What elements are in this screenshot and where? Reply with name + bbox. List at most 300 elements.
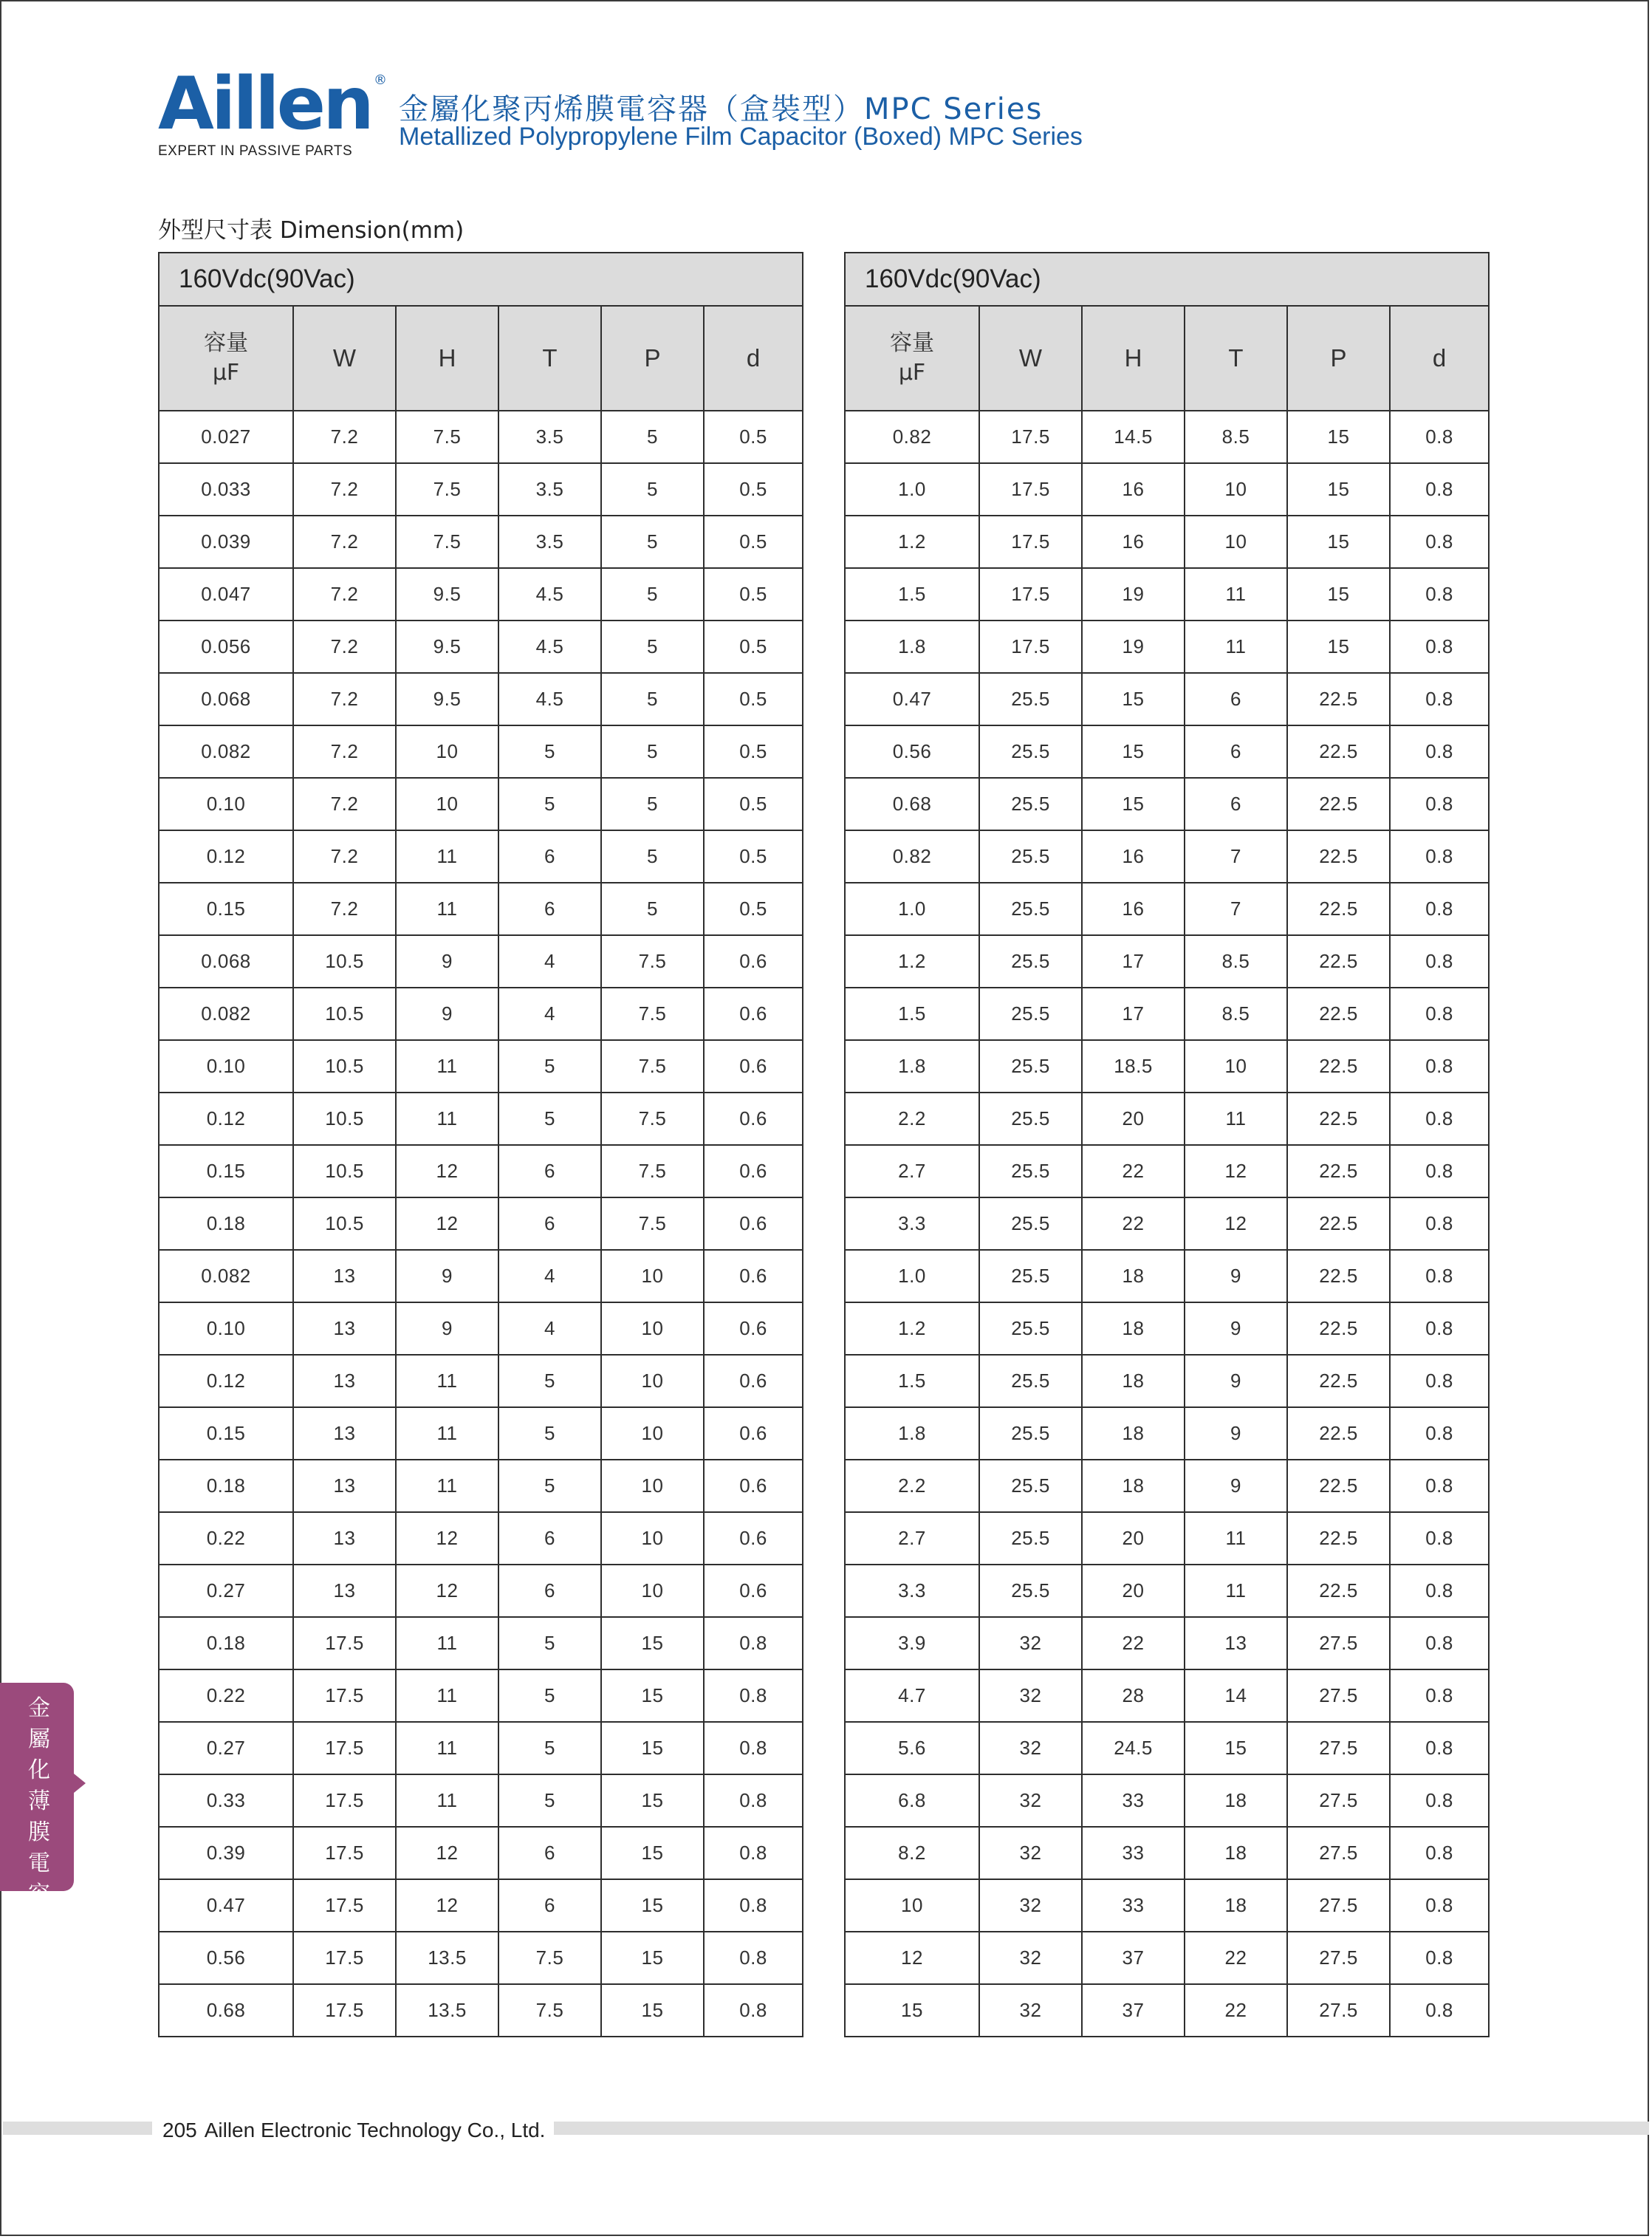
cell-p: 10	[601, 1407, 704, 1460]
cell-h: 9	[396, 1302, 498, 1355]
cell-h: 12	[396, 1879, 498, 1932]
table-row	[845, 1722, 1489, 1774]
cell-w: 10.5	[293, 1197, 396, 1250]
cell-w: 25.5	[979, 673, 1082, 725]
cell-d: 0.8	[1390, 988, 1489, 1040]
cell-w: 10.5	[293, 988, 396, 1040]
cell-t: 18	[1185, 1827, 1287, 1879]
cell-h: 11	[396, 1355, 498, 1407]
cell-t: 12	[1185, 1197, 1287, 1250]
cell-capacitance: 1.5	[845, 1355, 979, 1407]
table-row	[159, 830, 803, 883]
cell-w: 13	[293, 1407, 396, 1460]
cell-h: 18	[1082, 1407, 1185, 1460]
cell-h: 10	[396, 725, 498, 778]
cell-d: 0.6	[704, 1197, 803, 1250]
cell-capacitance: 0.082	[159, 725, 293, 778]
cell-h: 14.5	[1082, 411, 1185, 463]
cell-t: 6	[498, 1827, 601, 1879]
cell-p: 22.5	[1287, 1093, 1390, 1145]
cell-p: 5	[601, 411, 704, 463]
cell-capacitance: 0.056	[159, 621, 293, 673]
cell-d: 0.8	[1390, 935, 1489, 988]
table-row	[159, 1565, 803, 1617]
table-row	[159, 1774, 803, 1827]
voltage-rating-header: 160Vdc(90Vac)	[845, 253, 1489, 306]
cell-p: 27.5	[1287, 1984, 1390, 2037]
cell-p: 5	[601, 778, 704, 830]
cell-h: 11	[396, 1669, 498, 1722]
cell-h: 16	[1082, 830, 1185, 883]
cell-h: 12	[396, 1197, 498, 1250]
cell-w: 17.5	[293, 1879, 396, 1932]
cell-d: 0.8	[1390, 1145, 1489, 1197]
cell-h: 9.5	[396, 568, 498, 621]
cell-capacitance: 1.8	[845, 1040, 979, 1093]
cell-p: 10	[601, 1302, 704, 1355]
cell-h: 7.5	[396, 411, 498, 463]
cell-p: 15	[1287, 411, 1390, 463]
column-header-h: H	[1082, 306, 1185, 411]
cell-p: 22.5	[1287, 988, 1390, 1040]
cell-w: 17.5	[293, 1669, 396, 1722]
column-header-d: d	[1390, 306, 1489, 411]
cell-t: 5	[498, 1669, 601, 1722]
cell-capacitance: 0.068	[159, 935, 293, 988]
cell-h: 12	[396, 1827, 498, 1879]
cell-p: 5	[601, 568, 704, 621]
cell-h: 33	[1082, 1827, 1185, 1879]
cell-p: 27.5	[1287, 1932, 1390, 1984]
cell-d: 0.8	[1390, 883, 1489, 935]
cell-capacitance: 0.15	[159, 1407, 293, 1460]
cell-capacitance: 0.068	[159, 673, 293, 725]
cell-capacitance: 0.47	[159, 1879, 293, 1932]
cell-w: 13	[293, 1355, 396, 1407]
cell-t: 5	[498, 1355, 601, 1407]
cell-t: 9	[1185, 1250, 1287, 1302]
logo-tagline: EXPERT IN PASSIVE PARTS	[158, 143, 353, 159]
cell-h: 13.5	[396, 1984, 498, 2037]
cell-h: 37	[1082, 1984, 1185, 2037]
cell-h: 11	[396, 830, 498, 883]
cell-capacitance: 1.8	[845, 621, 979, 673]
cell-capacitance: 0.56	[159, 1932, 293, 1984]
cell-capacitance: 1.2	[845, 1302, 979, 1355]
cell-w: 32	[979, 1774, 1082, 1827]
cell-d: 0.8	[1390, 778, 1489, 830]
cell-h: 28	[1082, 1669, 1185, 1722]
company-name: Aillen Electronic Technology Co., Ltd.	[204, 2119, 546, 2141]
cell-d: 0.8	[1390, 1197, 1489, 1250]
cell-d: 0.8	[1390, 1407, 1489, 1460]
cell-d: 0.6	[704, 935, 803, 988]
cell-h: 18	[1082, 1460, 1185, 1512]
cell-p: 15	[601, 1932, 704, 1984]
cell-w: 25.5	[979, 1093, 1082, 1145]
cell-d: 0.6	[704, 1302, 803, 1355]
cell-h: 11	[396, 1040, 498, 1093]
cell-h: 9	[396, 935, 498, 988]
table-row	[159, 935, 803, 988]
cell-p: 27.5	[1287, 1669, 1390, 1722]
cell-t: 7.5	[498, 1984, 601, 2037]
cell-p: 22.5	[1287, 883, 1390, 935]
cell-t: 18	[1185, 1774, 1287, 1827]
table-row	[159, 1460, 803, 1512]
cell-w: 25.5	[979, 778, 1082, 830]
table-row	[845, 1512, 1489, 1565]
cell-w: 7.2	[293, 778, 396, 830]
cell-p: 22.5	[1287, 1197, 1390, 1250]
cell-w: 10.5	[293, 1145, 396, 1197]
cell-capacitance: 0.12	[159, 1093, 293, 1145]
cell-w: 17.5	[979, 568, 1082, 621]
cell-p: 27.5	[1287, 1774, 1390, 1827]
table-row	[159, 1827, 803, 1879]
cell-t: 8.5	[1185, 988, 1287, 1040]
cell-p: 22.5	[1287, 1145, 1390, 1197]
cell-h: 24.5	[1082, 1722, 1185, 1774]
capacitance-label: 容量	[204, 330, 248, 356]
cell-d: 0.8	[1390, 1512, 1489, 1565]
cell-capacitance: 0.10	[159, 778, 293, 830]
cell-t: 6	[1185, 725, 1287, 778]
cell-d: 0.6	[704, 1250, 803, 1302]
cell-w: 25.5	[979, 935, 1082, 988]
cell-d: 0.8	[704, 1669, 803, 1722]
column-header-capacitance	[159, 306, 293, 411]
cell-t: 11	[1185, 1093, 1287, 1145]
cell-t: 13	[1185, 1617, 1287, 1669]
cell-t: 4	[498, 935, 601, 988]
cell-d: 0.8	[1390, 1250, 1489, 1302]
cell-w: 25.5	[979, 1250, 1082, 1302]
table-row	[845, 673, 1489, 725]
cell-w: 17.5	[293, 1722, 396, 1774]
cell-p: 5	[601, 830, 704, 883]
cell-t: 5	[498, 1617, 601, 1669]
cell-w: 25.5	[979, 725, 1082, 778]
cell-capacitance: 0.27	[159, 1565, 293, 1617]
cell-capacitance: 0.18	[159, 1460, 293, 1512]
cell-t: 11	[1185, 568, 1287, 621]
cell-p: 22.5	[1287, 673, 1390, 725]
cell-p: 22.5	[1287, 935, 1390, 988]
cell-h: 12	[396, 1145, 498, 1197]
cell-d: 0.8	[1390, 830, 1489, 883]
table-row	[845, 935, 1489, 988]
cell-t: 6	[498, 1145, 601, 1197]
cell-t: 5	[498, 1722, 601, 1774]
cell-d: 0.8	[1390, 1355, 1489, 1407]
cell-h: 16	[1082, 516, 1185, 568]
cell-capacitance: 1.2	[845, 516, 979, 568]
cell-t: 6	[498, 1512, 601, 1565]
table-row	[159, 411, 803, 463]
cell-d: 0.5	[704, 778, 803, 830]
cell-h: 15	[1082, 725, 1185, 778]
cell-t: 10	[1185, 516, 1287, 568]
cell-w: 32	[979, 1827, 1082, 1879]
cell-w: 32	[979, 1669, 1082, 1722]
cell-t: 6	[1185, 778, 1287, 830]
cell-w: 25.5	[979, 1145, 1082, 1197]
cell-t: 10	[1185, 463, 1287, 516]
cell-d: 0.8	[1390, 1879, 1489, 1932]
registered-mark: ®	[374, 72, 387, 88]
cell-t: 9	[1185, 1302, 1287, 1355]
cell-p: 10	[601, 1355, 704, 1407]
cell-p: 22.5	[1287, 1250, 1390, 1302]
table-row	[845, 1879, 1489, 1932]
capacitance-unit: μF	[898, 360, 926, 386]
cell-d: 0.8	[1390, 463, 1489, 516]
cell-capacitance: 0.10	[159, 1302, 293, 1355]
cell-d: 0.8	[1390, 1302, 1489, 1355]
cell-capacitance: 0.027	[159, 411, 293, 463]
cell-h: 12	[396, 1565, 498, 1617]
cell-capacitance: 0.27	[159, 1722, 293, 1774]
category-side-tab	[0, 1683, 74, 1907]
cell-d: 0.8	[704, 1984, 803, 2037]
cell-capacitance: 1.8	[845, 1407, 979, 1460]
cell-t: 5	[498, 1407, 601, 1460]
cell-p: 7.5	[601, 1040, 704, 1093]
cell-t: 5	[498, 1460, 601, 1512]
cell-capacitance: 2.7	[845, 1512, 979, 1565]
table-row	[159, 1355, 803, 1407]
cell-w: 7.2	[293, 725, 396, 778]
cell-p: 27.5	[1287, 1827, 1390, 1879]
cell-t: 9	[1185, 1407, 1287, 1460]
cell-w: 25.5	[979, 988, 1082, 1040]
cell-t: 5	[498, 1093, 601, 1145]
cell-w: 17.5	[979, 621, 1082, 673]
cell-p: 22.5	[1287, 1355, 1390, 1407]
cell-w: 10.5	[293, 1040, 396, 1093]
table-row	[845, 830, 1489, 883]
cell-w: 17.5	[979, 411, 1082, 463]
cell-d: 0.6	[704, 988, 803, 1040]
column-header-t: T	[498, 306, 601, 411]
table-row	[159, 1512, 803, 1565]
cell-capacitance: 12	[845, 1932, 979, 1984]
column-header-p: P	[601, 306, 704, 411]
cell-capacitance: 1.5	[845, 568, 979, 621]
table-row	[845, 1040, 1489, 1093]
cell-w: 25.5	[979, 1565, 1082, 1617]
table-row	[159, 1250, 803, 1302]
cell-h: 18	[1082, 1250, 1185, 1302]
cell-p: 5	[601, 621, 704, 673]
table-row	[159, 778, 803, 830]
cell-t: 15	[1185, 1722, 1287, 1774]
cell-h: 19	[1082, 568, 1185, 621]
cell-p: 22.5	[1287, 1302, 1390, 1355]
table-row	[845, 725, 1489, 778]
table-row	[845, 516, 1489, 568]
cell-p: 27.5	[1287, 1879, 1390, 1932]
cell-d: 0.6	[704, 1407, 803, 1460]
cell-p: 15	[601, 1774, 704, 1827]
cell-t: 22	[1185, 1984, 1287, 2037]
cell-w: 7.2	[293, 673, 396, 725]
cell-d: 0.8	[704, 1722, 803, 1774]
cell-t: 4.5	[498, 621, 601, 673]
cell-d: 0.8	[704, 1827, 803, 1879]
cell-d: 0.8	[1390, 1040, 1489, 1093]
cell-p: 5	[601, 463, 704, 516]
cell-d: 0.5	[704, 621, 803, 673]
table-row	[845, 621, 1489, 673]
cell-t: 10	[1185, 1040, 1287, 1093]
dimension-table-left	[158, 252, 803, 2037]
cell-d: 0.6	[704, 1565, 803, 1617]
table-row	[845, 1407, 1489, 1460]
cell-p: 15	[1287, 568, 1390, 621]
cell-h: 33	[1082, 1879, 1185, 1932]
cell-capacitance: 2.2	[845, 1460, 979, 1512]
cell-w: 32	[979, 1879, 1082, 1932]
cell-w: 32	[979, 1984, 1082, 2037]
cell-w: 25.5	[979, 1355, 1082, 1407]
cell-w: 32	[979, 1932, 1082, 1984]
cell-d: 0.8	[1390, 1932, 1489, 1984]
table-row	[845, 1984, 1489, 2037]
cell-w: 7.2	[293, 621, 396, 673]
cell-p: 27.5	[1287, 1617, 1390, 1669]
cell-p: 15	[601, 1722, 704, 1774]
cell-p: 5	[601, 883, 704, 935]
cell-p: 15	[601, 1879, 704, 1932]
cell-w: 25.5	[979, 1407, 1082, 1460]
table-row	[845, 778, 1489, 830]
cell-w: 17.5	[293, 1932, 396, 1984]
column-header-h: H	[396, 306, 498, 411]
dimension-table-right	[844, 252, 1490, 2037]
cell-p: 27.5	[1287, 1722, 1390, 1774]
page-title-chinese: 金屬化聚丙烯膜電容器（盒裝型）MPC Series	[399, 92, 1043, 126]
cell-h: 10	[396, 778, 498, 830]
cell-capacitance: 2.7	[845, 1145, 979, 1197]
table-row	[159, 1302, 803, 1355]
cell-p: 22.5	[1287, 778, 1390, 830]
cell-w: 17.5	[979, 463, 1082, 516]
cell-d: 0.8	[1390, 1093, 1489, 1145]
cell-d: 0.6	[704, 1145, 803, 1197]
cell-d: 0.8	[1390, 1460, 1489, 1512]
cell-h: 37	[1082, 1932, 1185, 1984]
cell-w: 7.2	[293, 830, 396, 883]
cell-w: 17.5	[293, 1774, 396, 1827]
cell-h: 11	[396, 1460, 498, 1512]
cell-h: 22	[1082, 1617, 1185, 1669]
cell-capacitance: 0.18	[159, 1197, 293, 1250]
side-tab-label: 金屬化薄膜電容	[28, 1695, 50, 1907]
cell-capacitance: 1.0	[845, 883, 979, 935]
cell-h: 20	[1082, 1093, 1185, 1145]
cell-capacitance: 0.15	[159, 883, 293, 935]
cell-h: 17	[1082, 988, 1185, 1040]
column-header-d: d	[704, 306, 803, 411]
cell-w: 25.5	[979, 1197, 1082, 1250]
cell-w: 10.5	[293, 1093, 396, 1145]
cell-p: 7.5	[601, 935, 704, 988]
table-row	[159, 725, 803, 778]
cell-capacitance: 0.82	[845, 411, 979, 463]
table-row	[159, 1093, 803, 1145]
table-row	[845, 568, 1489, 621]
cell-d: 0.8	[1390, 411, 1489, 463]
cell-t: 6	[1185, 673, 1287, 725]
cell-h: 16	[1082, 883, 1185, 935]
table-row	[159, 1407, 803, 1460]
column-header-p: P	[1287, 306, 1390, 411]
cell-h: 7.5	[396, 463, 498, 516]
cell-p: 22.5	[1287, 830, 1390, 883]
cell-w: 7.2	[293, 411, 396, 463]
cell-capacitance: 0.033	[159, 463, 293, 516]
cell-t: 6	[498, 830, 601, 883]
cell-d: 0.8	[704, 1932, 803, 1984]
cell-t: 3.5	[498, 411, 601, 463]
cell-w: 17.5	[293, 1984, 396, 2037]
cell-d: 0.5	[704, 411, 803, 463]
cell-t: 4	[498, 1302, 601, 1355]
cell-d: 0.5	[704, 830, 803, 883]
cell-capacitance: 0.82	[845, 830, 979, 883]
cell-d: 0.8	[1390, 568, 1489, 621]
cell-t: 6	[498, 1197, 601, 1250]
cell-capacitance: 0.12	[159, 1355, 293, 1407]
cell-d: 0.8	[1390, 1984, 1489, 2037]
table-row	[845, 988, 1489, 1040]
table-row	[159, 673, 803, 725]
cell-capacitance: 10	[845, 1879, 979, 1932]
cell-p: 22.5	[1287, 1512, 1390, 1565]
cell-t: 11	[1185, 1565, 1287, 1617]
table-row	[845, 1355, 1489, 1407]
cell-t: 9	[1185, 1460, 1287, 1512]
cell-p: 5	[601, 673, 704, 725]
cell-t: 7	[1185, 883, 1287, 935]
cell-w: 13	[293, 1460, 396, 1512]
cell-t: 5	[498, 1040, 601, 1093]
cell-capacitance: 0.56	[845, 725, 979, 778]
table-row	[159, 621, 803, 673]
cell-capacitance: 15	[845, 1984, 979, 2037]
cell-p: 10	[601, 1565, 704, 1617]
cell-d: 0.5	[704, 516, 803, 568]
table-row	[845, 1250, 1489, 1302]
cell-h: 17	[1082, 935, 1185, 988]
table-row	[159, 1669, 803, 1722]
cell-p: 15	[1287, 621, 1390, 673]
cell-capacitance: 2.2	[845, 1093, 979, 1145]
cell-d: 0.8	[1390, 1565, 1489, 1617]
cell-h: 22	[1082, 1145, 1185, 1197]
cell-p: 22.5	[1287, 725, 1390, 778]
cell-p: 15	[601, 1617, 704, 1669]
table-row	[845, 1145, 1489, 1197]
cell-p: 5	[601, 725, 704, 778]
cell-h: 7.5	[396, 516, 498, 568]
cell-h: 9.5	[396, 673, 498, 725]
column-header-capacitance	[845, 306, 979, 411]
cell-t: 6	[498, 883, 601, 935]
cell-p: 10	[601, 1250, 704, 1302]
